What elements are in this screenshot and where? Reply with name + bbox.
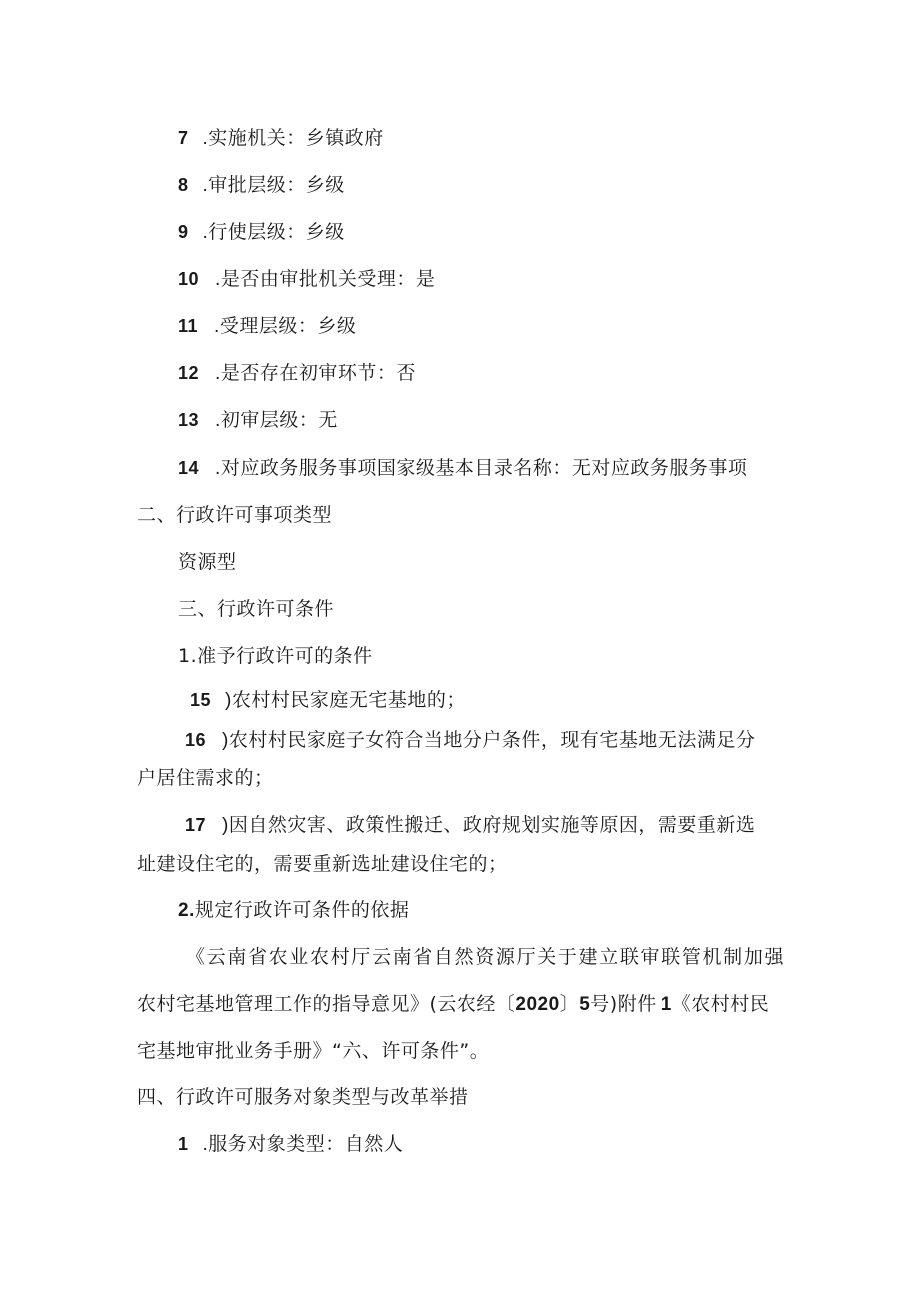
item-number: 13 — [178, 410, 200, 430]
list-item: 10 .是否由审批机关受理：是 — [178, 268, 436, 290]
item-text: 实施机关：乡镇政府 — [208, 127, 384, 149]
item-text: 审批层级：乡级 — [208, 174, 345, 196]
subsection-heading — [178, 898, 409, 923]
item-text: 服务对象类型：自然人 — [208, 1133, 404, 1155]
condition-continuation: 址建设住宅的，需要重新选址建设住宅的； — [137, 853, 508, 875]
list-item: 13 .初审层级：无 — [178, 409, 338, 431]
item-number: 9 — [178, 222, 189, 242]
list-item: 1 .服务对象类型：自然人 — [178, 1133, 404, 1155]
condition-text: 农村村民家庭子女符合当地分户条件，现有宅基地无法满足分 — [228, 729, 756, 751]
condition-number: 15 — [190, 690, 212, 710]
item-number: 11 — [178, 316, 199, 336]
list-item: 14 .对应政务服务事项国家级基本目录名称：无对应政务服务事项 — [178, 457, 748, 479]
item-text: 行使层级：乡级 — [208, 221, 345, 243]
basis-text-line-3: 宅基地审批业务手册》“六、许可条件”。 — [137, 1040, 490, 1062]
section-body: 资源型 — [178, 551, 237, 573]
condition-number: 17 — [185, 815, 207, 835]
item-text: 是否由审批机关受理：是 — [220, 268, 436, 290]
condition-item: 17 )因自然灾害、政策性搬迁、政府规划实施等原因，需要重新选 — [185, 814, 756, 836]
item-number: 14 — [178, 458, 200, 478]
subsection-heading: 1.准予行政许可的条件 — [178, 645, 373, 667]
section-heading: 三、行政许可条件 — [178, 598, 335, 620]
item-text: 对应政务服务事项国家级基本目录名称：无对应政务服务事项 — [220, 457, 748, 479]
item-number: 7 — [178, 128, 189, 148]
item-number: 8 — [178, 175, 189, 195]
item-text: 初审层级：无 — [220, 409, 338, 431]
condition-continuation: 户居住需求的； — [137, 767, 274, 789]
list-item: 7 .实施机关：乡镇政府 — [178, 127, 384, 149]
condition-item: 15 )农村村民家庭无宅基地的； — [190, 689, 466, 711]
list-item: 12 .是否存在初审环节：否 — [178, 362, 416, 384]
list-item: 9 .行使层级：乡级 — [178, 221, 345, 243]
item-number: 1 — [178, 1134, 189, 1154]
subsection-number: 2. — [178, 900, 195, 921]
section-heading: 四、行政许可服务对象类型与改革举措 — [137, 1086, 469, 1108]
condition-text: 农村村民家庭无宅基地的； — [231, 689, 466, 711]
item-number: 12 — [178, 363, 200, 383]
section-heading: 二、行政许可事项类型 — [137, 504, 333, 526]
item-text: 是否存在初审环节：否 — [220, 362, 416, 384]
basis-text-line-1: 《云南省农业农村厅云南省自然资源厅关于建立联审联管机制加强 — [186, 946, 784, 968]
item-number: 10 — [178, 269, 200, 289]
condition-number: 16 — [185, 730, 207, 750]
subsection-title: 规定行政许可条件的依据 — [194, 899, 410, 921]
item-text: 受理层级：乡级 — [219, 315, 357, 337]
list-item: 11 .受理层级：乡级 — [178, 315, 357, 337]
condition-item: 16 )农村村民家庭子女符合当地分户条件，现有宅基地无法满足分 — [185, 729, 756, 751]
basis-text-line-2: 农村宅基地管理工作的指导意见》(云农经〔2020〕5号)附件 1《农村村民 — [137, 993, 770, 1015]
condition-text: 因自然灾害、政策性搬迁、政府规划实施等原因，需要重新选 — [228, 814, 756, 836]
list-item: 8 .审批层级：乡级 — [178, 174, 345, 196]
